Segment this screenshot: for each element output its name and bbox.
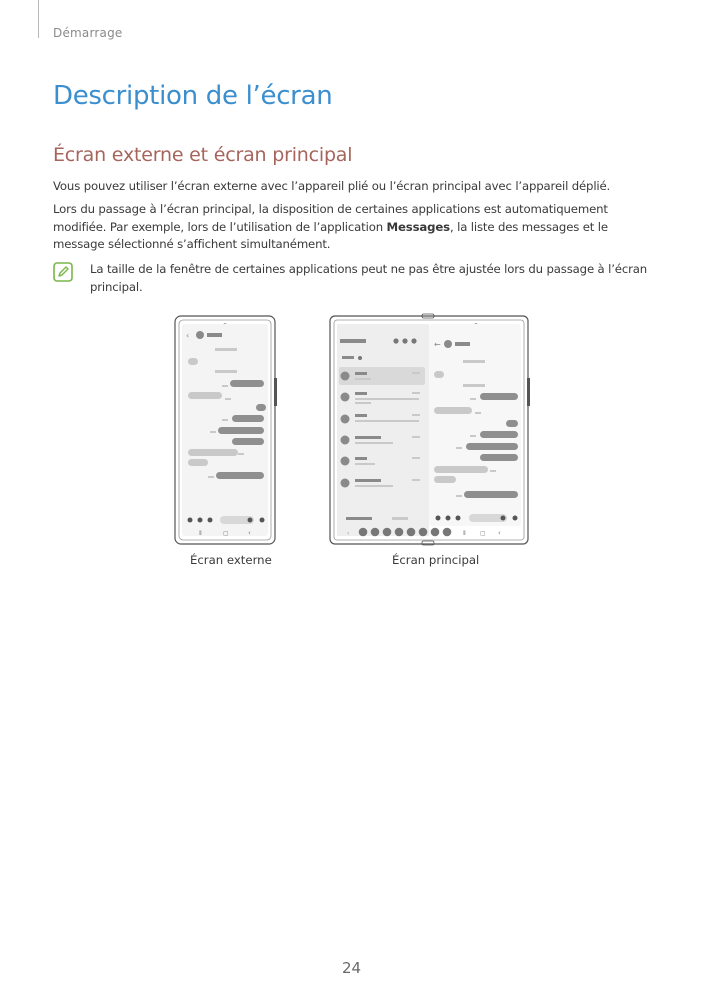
- external-screen-content: [182, 324, 268, 537]
- paragraph-example-end: , la liste des messages et le message sélectionné s’affichent simultanément.: [53, 219, 608, 251]
- caption-main-screen: Écran principal: [392, 553, 480, 567]
- svg-text:‹: ‹: [347, 530, 350, 537]
- svg-text:‹: ‹: [186, 331, 190, 340]
- main-nav-recent-icon: ⦀: [463, 530, 466, 537]
- main-screen-conversation-pane: [429, 324, 521, 526]
- section-label: Démarrage: [53, 26, 123, 40]
- section-subtitle: Écran externe et écran principal: [53, 144, 353, 166]
- svg-text:←: ←: [434, 340, 441, 349]
- external-nav-back-icon: ‹: [248, 529, 251, 537]
- screens-illustration: [170, 312, 540, 552]
- main-nav-back-icon: ‹: [498, 529, 501, 537]
- main-nav-home-icon: ▢: [480, 530, 486, 537]
- external-nav-home-icon: ▢: [223, 530, 229, 537]
- paragraph-example: [53, 201, 653, 254]
- messages-app-name: Messages: [386, 219, 450, 234]
- page-title: Description de l’écran: [53, 81, 333, 111]
- external-nav-recent-icon: ⦀: [199, 530, 202, 537]
- paragraph-intro: Vous pouvez utiliser l’écran externe avec l’appareil plié ou l’écran principal avec l’appareil déplié.: [53, 179, 611, 193]
- main-screen-list-pane: [337, 324, 429, 536]
- page-number: 24: [341, 959, 362, 977]
- note-text: La taille de la fenêtre de certaines applications peut ne pas être ajustée lors du passage à l’écran principal.: [90, 262, 648, 294]
- note-pencil-icon: [53, 262, 73, 282]
- header-divider: [38, 0, 39, 38]
- caption-external-screen: Écran externe: [190, 553, 272, 567]
- paragraph-example-start: Lors du passage à l’écran principal, la disposition de certaines applications est automatiquement modifiée. Par exemple, lors de l’utilisation de l’application: [53, 202, 608, 234]
